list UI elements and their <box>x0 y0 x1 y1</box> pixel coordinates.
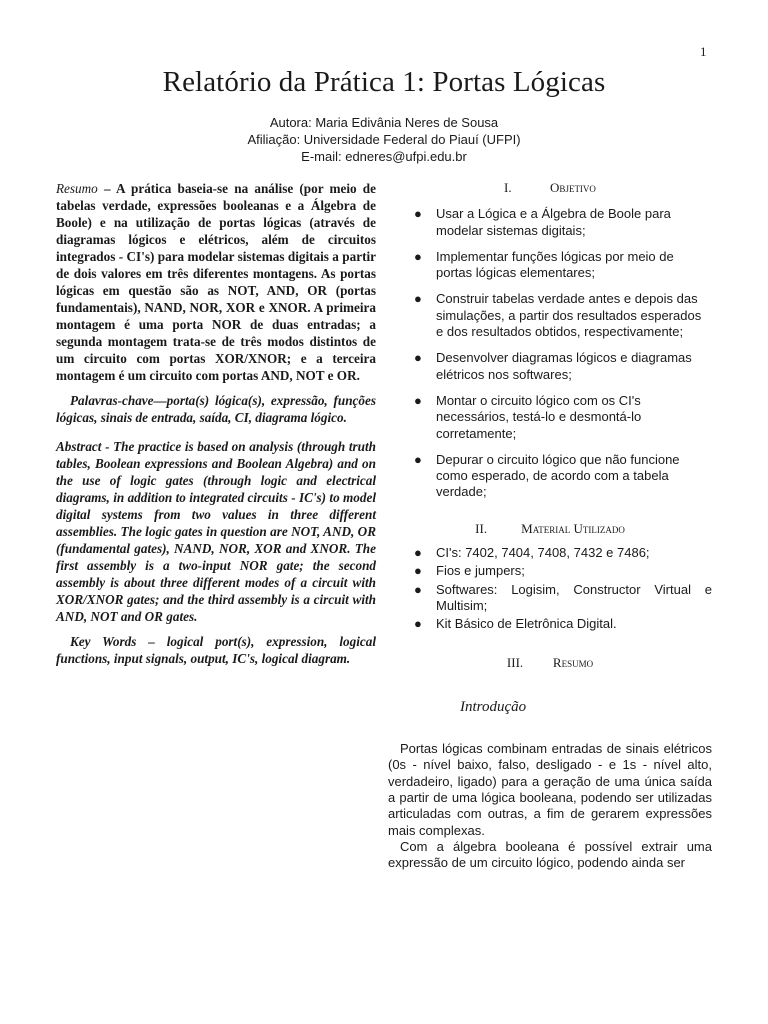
subsection-heading-introducao: Introdução <box>460 698 527 715</box>
list-item-text: Construir tabelas verdade antes e depois das simulações, a partir dos resultados esperados e dos resultados obtidos, respectivamente; <box>436 291 702 340</box>
list-item <box>388 393 712 442</box>
abstract-en-text: The practice is based on analysis (through truth tables, Boolean expressions and Boolean Algebra) and on the use of logic gates (through logic and electrical diagrams, in addition to integrated circuits - IC's) to model digital systems from two values in three different assemblies. The logic gates in question are NOT, AND, OR (fundamental gates), NAND, NOR, XOR and XNOR. The first assembly is a two-input NOR gate; the second assembly is about three different modes of a circuit with XOR/XNOR gates; and the third assembly is a circuit with AND, NOT and OR gates. <box>56 439 376 624</box>
list-item <box>388 452 712 501</box>
page-number: 1 <box>700 44 707 59</box>
list-item <box>388 206 712 239</box>
bullet-icon: ● <box>414 545 422 561</box>
section-number: III. <box>506 654 524 670</box>
material-list <box>388 545 712 632</box>
list-item <box>388 582 712 615</box>
keywords-english: Key Words – logical port(s), expression, logical functions, input signals, output, IC's, logical diagram. <box>56 634 376 666</box>
list-item <box>388 616 712 632</box>
paper-title: Relatório da Prática 1: Portas Lógicas <box>162 66 606 98</box>
bullet-icon: ● <box>414 206 422 222</box>
objective-list <box>388 206 712 500</box>
section-number: II. <box>475 520 488 536</box>
bullet-icon: ● <box>414 350 422 366</box>
list-item-text: Montar o circuito lógico com os CI's necessários, testá-lo e desmontá-lo corretamente; <box>436 392 642 441</box>
abstract-english <box>56 438 376 625</box>
author-name: Autora: Maria Edivânia Neres de Sousa <box>269 115 499 130</box>
section-title: Resumo <box>552 654 594 670</box>
bullet-icon: ● <box>414 581 422 597</box>
section-heading-objetivo <box>388 180 712 196</box>
bullet-icon: ● <box>414 451 422 467</box>
abstract-pt-lead: Resumo <box>56 181 98 196</box>
body-paragraph: Portas lógicas combinam entradas de sinais elétricos (0s - nível baixo, falso, desligado - e 1s - nível alto, verdadeiro, ligado) para a geração de uma única saída a partir de uma lógica booleana, podendo ser utilizadas articuladas com outras, a fim de gerarem expressões mais complexas. <box>388 741 712 838</box>
list-item <box>388 291 712 340</box>
bullet-icon: ● <box>414 563 422 579</box>
section-title: Objetivo <box>550 180 596 195</box>
list-item <box>388 545 712 561</box>
section-number: I. <box>504 180 512 195</box>
list-item-text: Fios e jumpers; <box>436 563 525 579</box>
list-item-text: Usar a Lógica e a Álgebra de Boole para modelar sistemas digitais; <box>436 206 671 238</box>
bullet-icon: ● <box>414 616 422 632</box>
section-heading-resumo <box>388 655 712 671</box>
abstract-portuguese <box>56 180 376 384</box>
right-column <box>388 180 712 872</box>
author-email: E-mail: edneres@ufpi.edu.br <box>301 149 467 164</box>
bullet-icon: ● <box>414 392 422 408</box>
author-block <box>0 114 768 165</box>
list-item <box>388 350 712 383</box>
body-paragraph: Com a álgebra booleana é possível extrair uma expressão de um circuito lógico, podendo ainda ser <box>388 838 712 871</box>
list-item-text: Depurar o circuito lógico que não funcione como esperado, de acordo com a tabela verdade; <box>436 451 680 500</box>
list-item <box>388 563 712 579</box>
section-heading-material <box>388 521 712 537</box>
list-item-text: Kit Básico de Eletrônica Digital. <box>436 616 617 632</box>
abstract-en-lead: Abstract - <box>56 439 110 454</box>
list-item-text: Desenvolver diagramas lógicos e diagramas elétricos nos softwares; <box>436 350 692 382</box>
bullet-icon: ● <box>414 291 422 307</box>
list-item <box>388 249 712 282</box>
bullet-icon: ● <box>414 248 422 264</box>
list-item-text: CI's: 7402, 7404, 7408, 7432 e 7486; <box>436 545 650 561</box>
keywords-portuguese: Palavras-chave—porta(s) lógica(s), expressão, funções lógicas, sinais de entrada, saída, CI, diagrama lógico. <box>56 393 376 425</box>
section-title: Material Utilizado <box>521 520 625 536</box>
list-item-text: Softwares: Logisim, Constructor Virtual e Multisim; <box>436 581 712 613</box>
list-item-text: Implementar funções lógicas por meio de portas lógicas elementares; <box>436 248 674 281</box>
author-affiliation: Afiliação: Universidade Federal do Piauí (UFPI) <box>247 132 521 147</box>
abstract-pt-text: – A prática baseia-se na análise (por meio de tabelas verdade, expressões booleanas e a Álgebra de Boole) e na utilização de portas lógicas (através de diagramas lógicos e elétricos, além de circuitos integrados - CI's) para modelar sistemas digitais a partir de dois valores em três diferentes montagens. As portas lógicas em questão são as NOT, AND, OR (portas fundamentais), NAND, NOR, XOR e XNOR. A primeira montagem é uma porta NOR de duas entradas; a segunda montagem trata-se de três modos distintos de um circuito com portas XOR/XNOR; e a terceira montagem é um circuito com portas AND, NOT e OR. <box>56 181 376 383</box>
left-column <box>56 180 376 667</box>
